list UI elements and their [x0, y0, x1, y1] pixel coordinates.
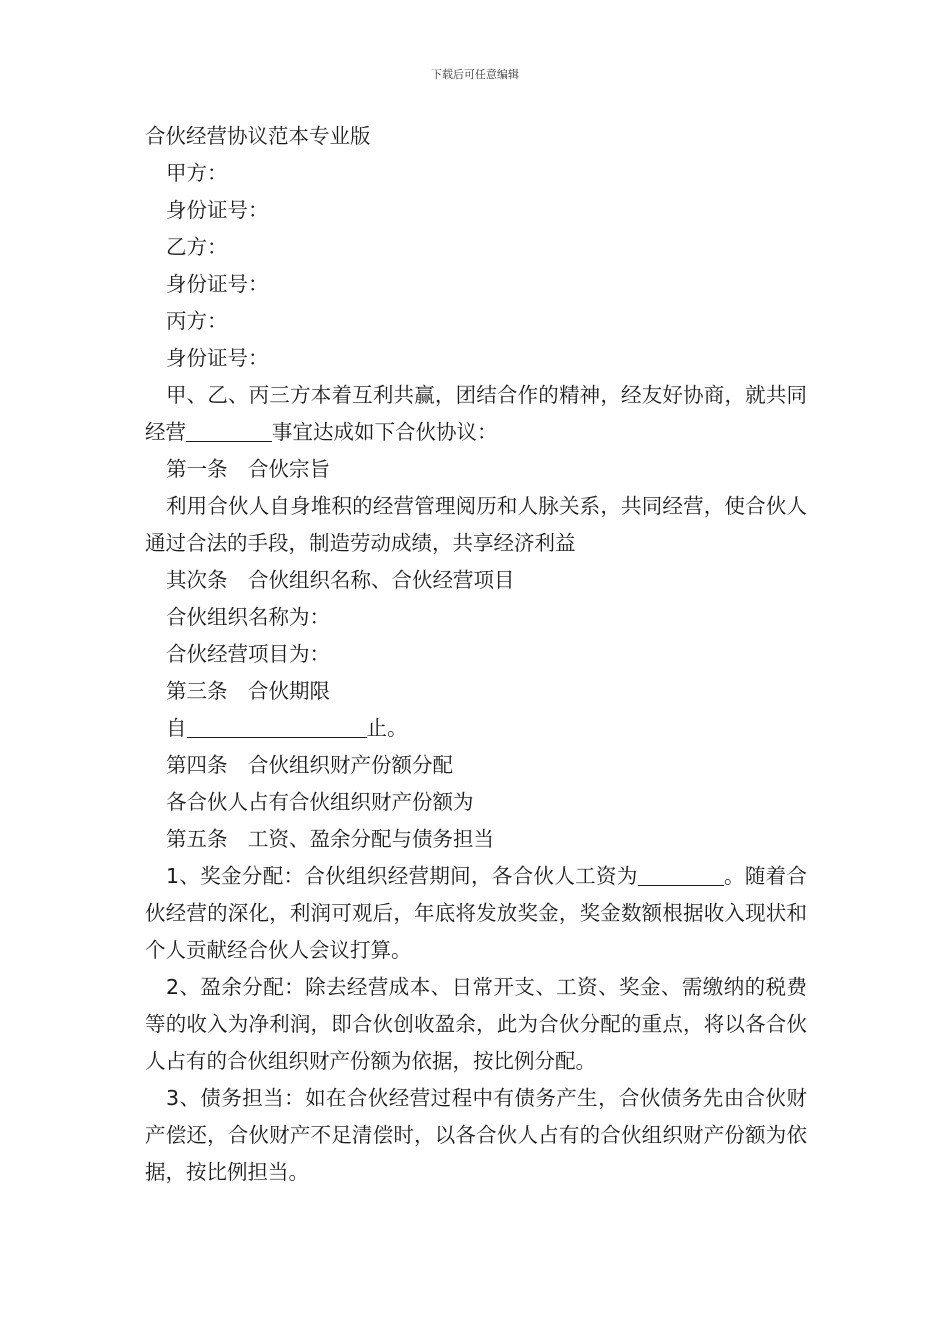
- item-3-paragraph: 3、债务担当：如在合伙经营过程中有债务产生，合伙债务先由合伙财产偿还，合伙财产不足清偿时，以各合伙人占有的合伙组织财产份额为依据，按比例担当。: [145, 1086, 807, 1184]
- article-4-title: 第四条 合伙组织财产份额分配: [166, 753, 453, 777]
- document-title: 合伙经营协议范本专业版: [145, 124, 371, 148]
- term-line: [145, 710, 807, 747]
- party-b-id-label: 身份证号：: [166, 272, 269, 296]
- party-c-id-label: 身份证号：: [166, 346, 269, 370]
- org-project-label: 合伙经营项目为：: [166, 642, 330, 666]
- term-text-post: 止。: [366, 716, 408, 740]
- page-header: 下载后可任意编辑: [431, 68, 519, 81]
- intro-text-post: 事宜达成如下合伙协议：: [272, 420, 498, 444]
- term-blank: [187, 715, 367, 738]
- document-body: [145, 118, 807, 1191]
- term-text-pre: 自: [166, 716, 187, 740]
- article-3-title: 第三条 合伙期限: [166, 679, 330, 703]
- party-a-id-label: 身份证号：: [166, 198, 269, 222]
- salary-blank: [638, 863, 724, 886]
- org-name-label: 合伙组织名称为：: [166, 605, 330, 629]
- party-b-label: 乙方：: [166, 235, 228, 259]
- item-2-paragraph: 2、盈余分配：除去经营成本、日常开支、工资、奖金、需缴纳的税费等的收入为净利润，即合伙创收盈余，此为合伙分配的重点，将以各合伙人占有的合伙组织财产份额为依据，按比例分配。: [145, 975, 807, 1073]
- party-a-label: 甲方：: [166, 161, 228, 185]
- item-1-text-post: 。随着合伙经营的深化，利润可观后，年底将发放奖金，奖金数额根据收入现状和个人贡献经合伙人会议打算。: [145, 864, 807, 962]
- article-1-body: 利用合伙人自身堆积的经营管理阅历和人脉关系，共同经营，使合伙人通过合法的手段，制造劳动成绩，共享经济利益: [145, 494, 807, 555]
- intro-text-pre: 甲、乙、丙三方本着互利共赢，团结合作的精神，经友好协商，就共同经营: [145, 383, 807, 444]
- item-1-text-pre: 1、奖金分配：合伙组织经营期间，各合伙人工资为: [166, 864, 638, 888]
- article-2-title: 其次条 合伙组织名称、合伙经营项目: [166, 568, 515, 592]
- item-1-paragraph: [145, 858, 807, 969]
- article-5-title: 第五条 工资、盈余分配与债务担当: [166, 827, 494, 851]
- business-blank: [186, 419, 272, 442]
- article-4-body: 各合伙人占有合伙组织财产份额为: [166, 790, 474, 814]
- article-1-title: 第一条 合伙宗旨: [166, 457, 330, 481]
- intro-paragraph: [145, 377, 807, 451]
- party-c-label: 丙方：: [166, 309, 228, 333]
